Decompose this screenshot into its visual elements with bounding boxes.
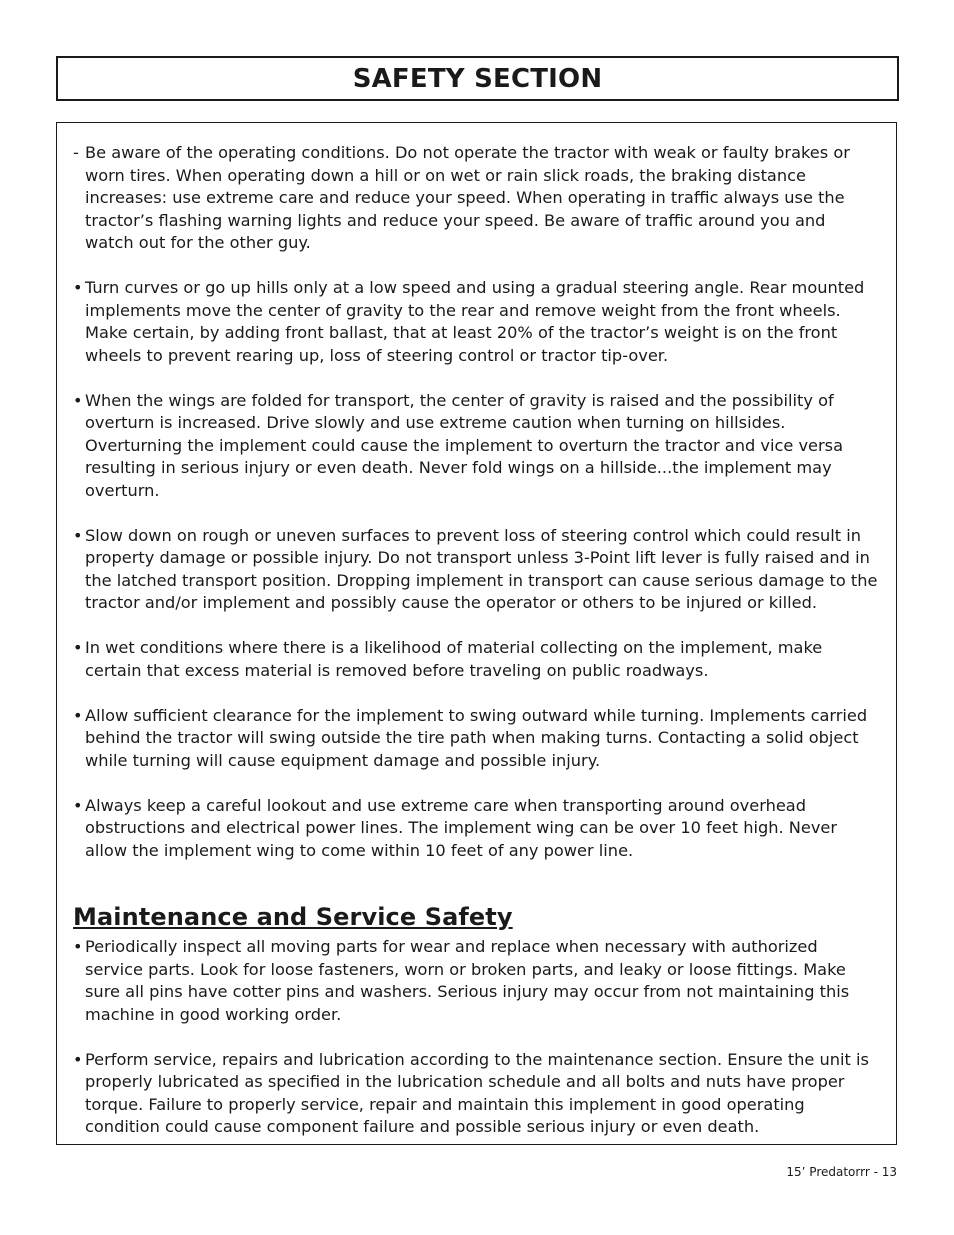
page-footer: 15’ Predatorrr - 13	[786, 1165, 897, 1179]
bullet-marker: •	[73, 1049, 83, 1069]
section-title-box	[56, 56, 899, 101]
list-item-text: Periodically inspect all moving parts for wear and replace when necessary with authorized service parts. Look for loose fasteners, worn or broken parts, and leaky or loose fittings. Make sure all pins have cotter pins and washers. Serious injury may occur from not maintaining this machine in good working order.	[85, 937, 850, 1024]
list-item-text: Always keep a careful lookout and use extreme care when transporting around overhead obstructions and electrical power lines. The implement wing can be over 10 feet high. Never allow the implement wing to come within 10 feet of any power line.	[85, 795, 838, 860]
list-item	[73, 705, 879, 773]
maintenance-safety-list	[73, 936, 879, 1161]
list-item-text: Turn curves or go up hills only at a low speed and using a gradual steering angle. Rear mounted implements move the center of gravity to the rear and remove weight from the front wheels. Make certain, by adding front ballast, that at least 20% of the tractor’s weight is on the front wheels to prevent rearing up, loss of steering control or tractor tip-over.	[85, 278, 865, 365]
list-item	[73, 795, 879, 863]
bullet-marker: •	[73, 795, 83, 815]
list-item	[73, 142, 879, 255]
bullet-marker: •	[73, 390, 83, 410]
list-item-text: When the wings are folded for transport, the center of gravity is raised and the possibility of overturn is increased. Drive slowly and use extreme caution when turning on hillsides. Overturning the implement could cause the implement to overturn the tractor and vice versa resulting in serious injury or even death. Never fold wings on a hillside...the implement may overturn.	[85, 390, 844, 500]
bullet-marker: •	[73, 937, 83, 956]
list-item	[73, 390, 879, 503]
transport-safety-list	[73, 142, 879, 885]
dash-marker: -	[73, 143, 79, 162]
maintenance-heading: Maintenance and Service Safety	[73, 903, 513, 931]
bullet-marker: •	[73, 638, 83, 657]
list-item-text: Allow sufficient clearance for the implement to swing outward while turning. Implements carried behind the tractor will swing outside the tire path when making turns. Contacting a solid object while turning will cause equipment damage and possible injury.	[85, 705, 868, 770]
list-item-text: Perform service, repairs and lubrication according to the maintenance section. Ensure the unit is properly lubricated as specified in the lubrication schedule and all bolts and nuts have proper torque. Failure to properly service, repair and maintain this implement in good operating condition could cause component failure and possible serious injury or even death.	[85, 1049, 869, 1136]
bullet-marker: •	[73, 705, 83, 725]
list-item	[73, 1049, 879, 1139]
content-box	[56, 122, 897, 1145]
list-item-text: Slow down on rough or uneven surfaces to prevent loss of steering control which could result in property damage or possible injury. Do not transport unless 3-Point lift lever is fully raised and in the latched transport position. Dropping implement in transport can cause serious damage to the tractor and/or implement and possibly cause the operator or others to be injured or killed.	[85, 525, 878, 612]
list-item-text: Be aware of the operating conditions. Do not operate the tractor with weak or faulty brakes or worn tires. When operating down a hill or on wet or rain slick roads, the braking distance increases: use extreme care and reduce your speed. When operating in traffic always use the tractor’s flashing warning lights and reduce your speed. Be aware of traffic around you and watch out for the other guy.	[85, 143, 850, 252]
page-title: SAFETY SECTION	[352, 63, 603, 94]
list-item-text: In wet conditions where there is a likelihood of material collecting on the implement, make certain that excess material is removed before traveling on public roadways.	[85, 638, 823, 680]
list-item	[73, 277, 879, 367]
list-item	[73, 936, 879, 1026]
list-item	[73, 525, 879, 615]
bullet-marker: •	[73, 278, 83, 297]
list-item	[73, 637, 879, 682]
bullet-marker: •	[73, 525, 83, 545]
